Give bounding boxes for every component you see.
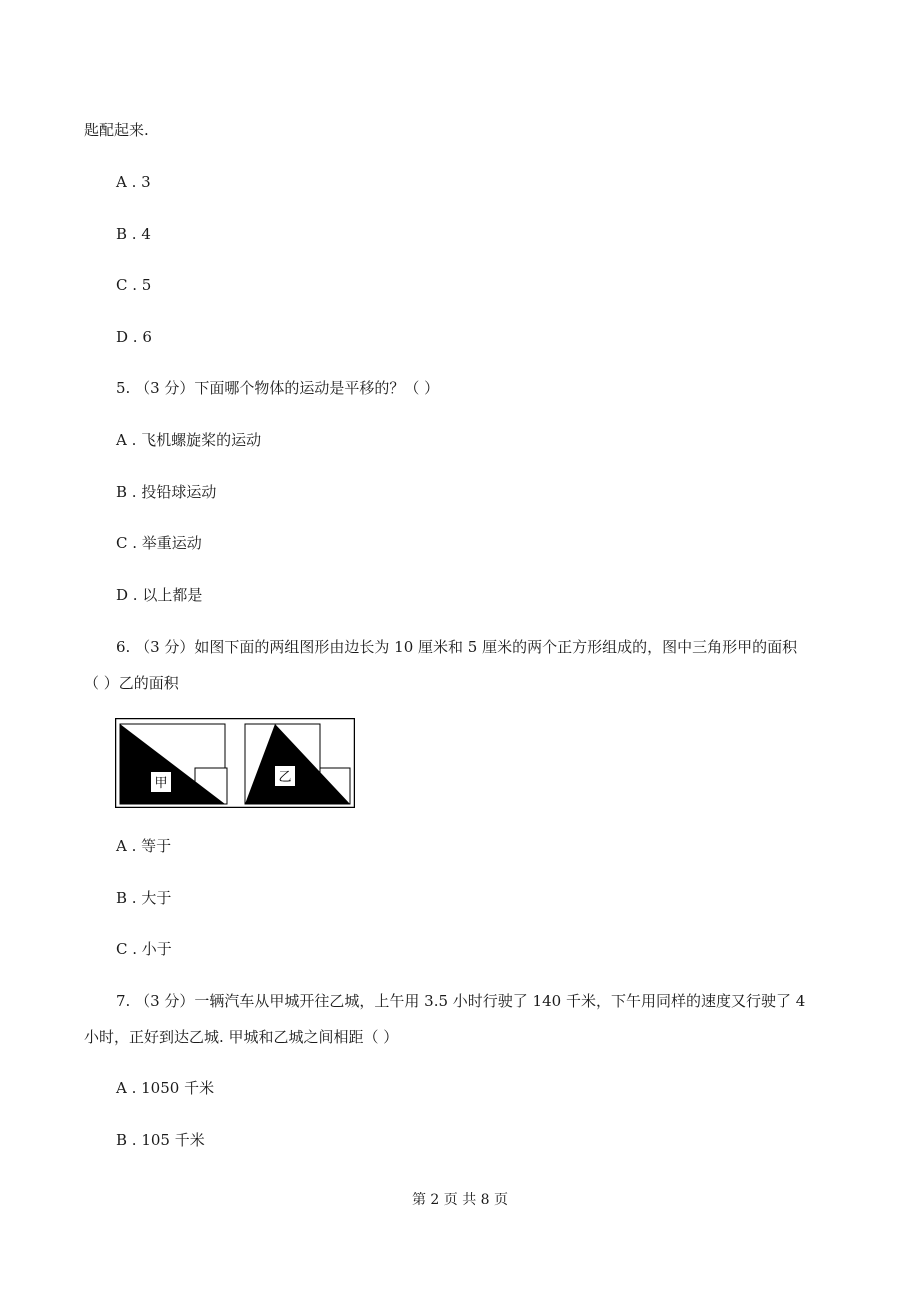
q5-option-a: A . 飞机螺旋桨的运动 [116,431,262,449]
q7-option-b: B . 105 千米 [116,1131,205,1149]
q4-option-b: B . 4 [116,225,151,243]
q6-option-a: A . 等于 [116,837,172,855]
figure-label-yi: 乙 [278,770,292,785]
figure-label-jia: 甲 [154,776,168,791]
q4-stem-tail: 匙配起来. [84,121,149,139]
q7-stem-line2: 小时，正好到达乙城. 甲城和乙城之间相距（ ） [84,1028,399,1046]
q4-option-a: A . 3 [116,173,151,191]
q5-stem: 5. （3 分）下面哪个物体的运动是平移的？（ ） [116,379,440,397]
q4-option-c: C . 5 [116,276,152,294]
q5-option-d: D . 以上都是 [116,586,203,604]
q6-figure [115,718,355,808]
q5-option-c: C . 举重运动 [116,534,202,552]
page-footer: 第 2 页 共 8 页 [411,1192,509,1208]
q4-option-d: D . 6 [116,328,152,346]
q7-option-a: A . 1050 千米 [116,1079,215,1097]
q6-stem-line1: 6. （3 分）如图下面的两组图形由边长为 10 厘米和 5 厘米的两个正方形组成的，图中三角形甲的面积 [116,638,798,656]
q6-stem-line2: （ ）乙的面积 [84,674,179,692]
q6-option-b: B . 大于 [116,889,172,907]
q6-option-c: C . 小于 [116,940,172,958]
q5-option-b: B . 投铅球运动 [116,483,217,501]
q7-stem-line1: 7. （3 分）一辆汽车从甲城开往乙城，上午用 3.5 小时行驶了 140 千米，下午用同样的速度又行驶了 4 [116,992,806,1010]
figure-left-group [120,724,227,804]
